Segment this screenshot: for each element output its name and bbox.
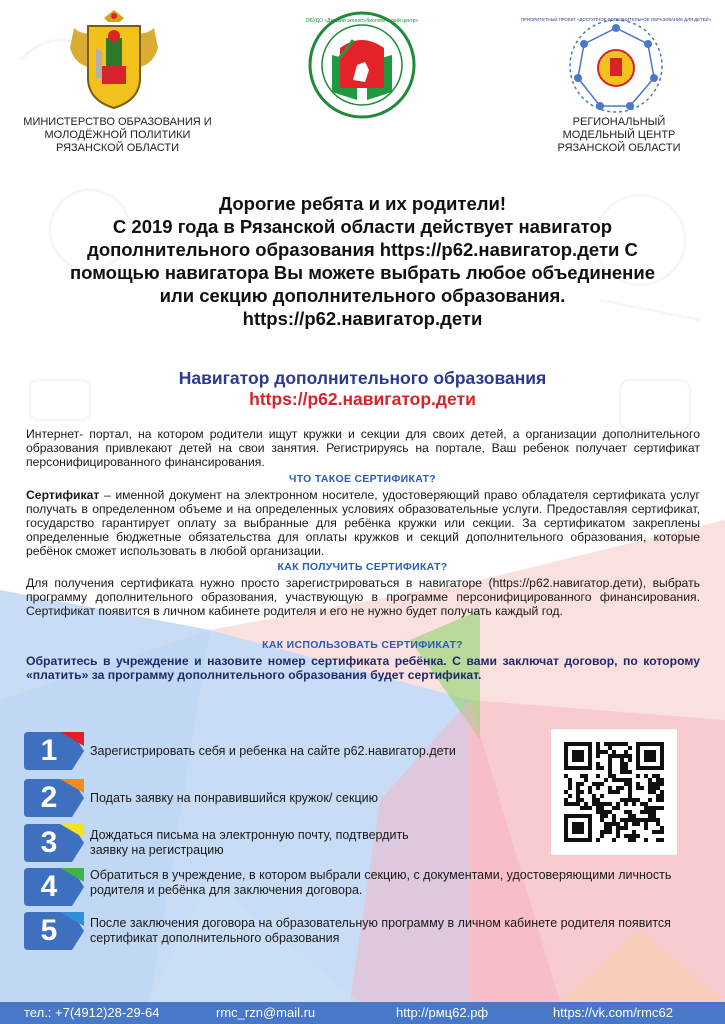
qr-code-icon — [551, 729, 677, 855]
question-how-to-get: КАК ПОЛУЧИТЬ СЕРТИФИКАТ? — [277, 561, 448, 573]
question-how-to-use: КАК ИСПОЛЬЗОВАТЬ СЕРТИФИКАТ? — [262, 639, 463, 651]
how-to-use-paragraph: Обратитесь в учреждение и назовите номер сертификата ребёнка. С вами заключат договор, по которому «платить» за программу дополнительного образования будет сертификат. — [26, 654, 700, 682]
certificate-term: Сертификат — [26, 488, 100, 502]
intro-paragraph: Интернет- портал, на котором родители ищут кружки и секции для своих детей, а организации дополнительного образования привлекают детей на свои занятия. Регистрируясь на портале, Ваш ребенок получает сертификат персонифицированного финансирования. — [26, 427, 700, 469]
question-what-is-certificate: ЧТО ТАКОЕ СЕРТИФИКАТ? — [289, 473, 436, 485]
headline — [20, 192, 705, 330]
step-text: Дождаться письма на электронную почту, подтвердить заявку на регистрацию — [90, 828, 409, 857]
modeling-center-caption — [544, 116, 694, 155]
certificate-definition: – именной документ на электронном носителе, удостоверяющий право обладателя сертификата услуг получать в определенном объеме и на определенных условиях образовательные услуги. Предоставляя сертификат, государство гарантирует оплату за выбранные для ребёнка кружки или секции. За сертификатом закреплены определенные бюджетные обязательства для оплаты кружков и секций дополнительного образования, которые ребёнок сможет использовать в любой организации. — [26, 488, 700, 558]
footer-site[interactable]: http://рмц62.рф — [396, 1005, 489, 1020]
modeling-center-caption-line: РЕГИОНАЛЬНЫЙ — [572, 116, 666, 128]
eco-center-logo-text: ОБУДО «Детский эколого-биологический центр» — [305, 18, 419, 24]
footer-phone[interactable]: тел.: +7(4912)28-29-64 — [24, 1005, 160, 1020]
step-item — [24, 868, 672, 908]
ministry-caption-line: РЯЗАНСКОЙ ОБЛАСТИ — [55, 142, 179, 154]
headline-line: Дорогие ребята и их родители! — [218, 193, 507, 214]
headline-link[interactable]: https://р62.навигатор.дети — [242, 308, 483, 329]
step-text: Обратиться в учреждение, в котором выбрали секцию, с документами, удостоверяющими личность родителя и ребёнка для заключения договора. — [90, 868, 672, 897]
headline-line: С 2019 года в Рязанской области действует навигатор — [112, 216, 613, 237]
ryazan-coat-of-arms-icon — [66, 8, 162, 112]
ministry-caption — [10, 116, 225, 155]
footer-bar — [0, 1002, 725, 1024]
step-number: 3 — [40, 826, 58, 859]
ministry-caption-line: МОЛОДЁЖНОЙ ПОЛИТИКИ — [44, 129, 191, 141]
footer-vk[interactable]: https://vk.com/rmc62 — [553, 1005, 673, 1020]
step-number: 4 — [40, 870, 58, 903]
step-text: Подать заявку на понравившийся кружок/ секцию — [90, 791, 378, 805]
headline-line: дополнительного образования https://р62.навигатор.дети С — [87, 239, 638, 260]
how-to-get-paragraph: Для получения сертификата нужно просто зарегистрироваться в навигаторе (https://р62.навигатор.дети), выбрать программу дополнительного образования, участвующую в программе персонифицированного финансирования. Сертификат появится в личном кабинете родителя и его не нужно будет получать каждый год. — [26, 576, 700, 618]
navigator-link[interactable]: https://р62.навигатор.дети — [249, 389, 476, 409]
section-title — [60, 368, 665, 410]
step-text: Зарегистрировать себя и ребенка на сайте р62.навигатор.дети — [90, 744, 456, 758]
modeling-center-caption-line: РЯЗАНСКОЙ ОБЛАСТИ — [557, 142, 681, 154]
headline-line: или секцию дополнительного образования. — [159, 285, 566, 306]
step-number: 2 — [40, 781, 58, 814]
modeling-center-logo-icon — [521, 14, 711, 114]
section-title-main: Навигатор дополнительного образования — [178, 368, 547, 388]
step-number: 1 — [40, 734, 58, 767]
step-text: После заключения договора на образовательную программу в личном кабинете родителя появится сертификат дополнительного образования — [90, 916, 671, 945]
certificate-paragraph — [26, 488, 700, 558]
eco-center-logo-icon — [307, 10, 417, 120]
step-item — [24, 912, 671, 952]
ministry-caption-line: МИНИСТЕРСТВО ОБРАЗОВАНИЯ И — [23, 116, 212, 128]
modeling-center-caption-line: МОДЕЛЬНЫЙ ЦЕНТР — [562, 129, 676, 141]
qr-code[interactable] — [551, 729, 677, 855]
modeling-center-logo-text: ПРИОРИТЕТНЫЙ ПРОЕКТ «ДОСТУПНОЕ ДОПОЛНИТЕЛЬНОЕ ОБРАЗОВАНИЕ ДЛЯ ДЕТЕЙ» — [521, 17, 711, 22]
step-number: 5 — [40, 914, 58, 947]
headline-line: помощью навигатора Вы можете выбрать любое объединение — [69, 262, 656, 283]
footer-email[interactable]: rmc_rzn@mail.ru — [216, 1005, 316, 1020]
